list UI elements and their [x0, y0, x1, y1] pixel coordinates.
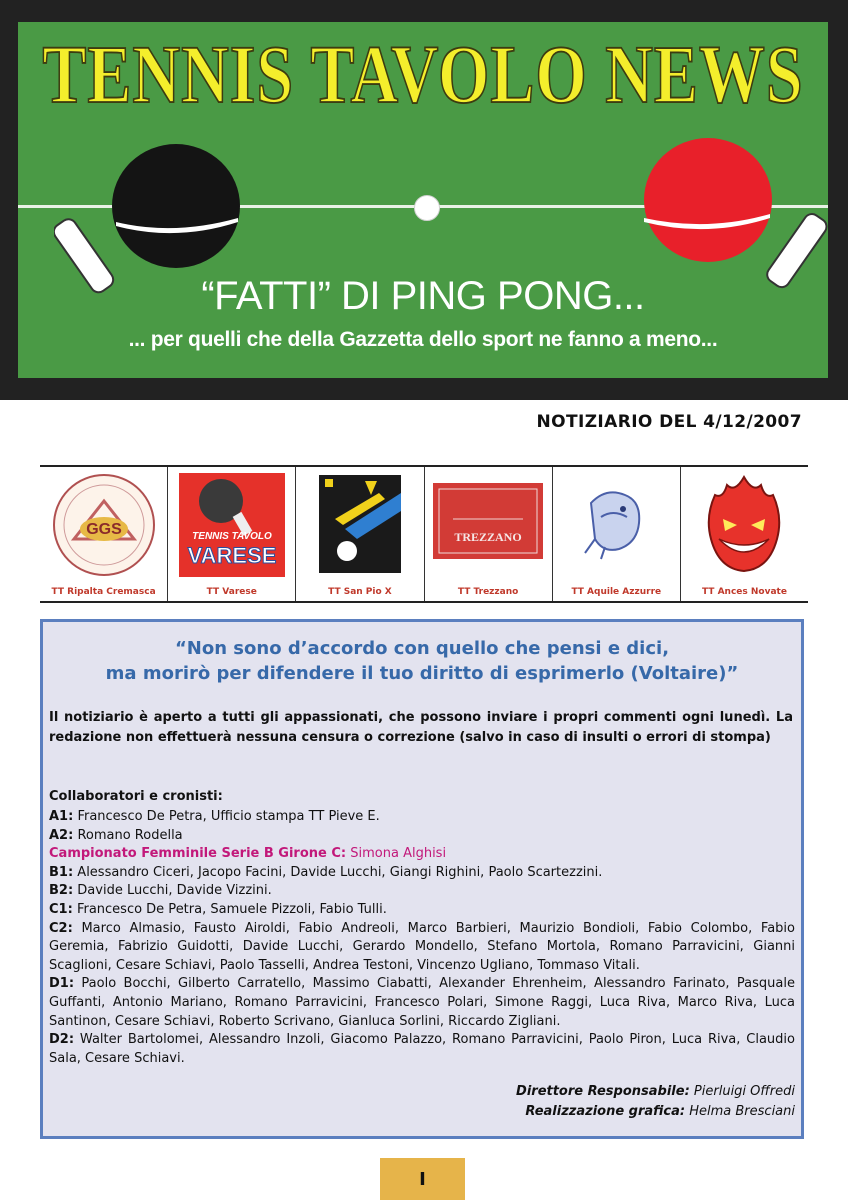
credit-row	[49, 920, 795, 976]
credit-row	[49, 901, 795, 920]
credit-row	[49, 808, 795, 827]
table-field	[18, 22, 828, 378]
club-name: TT Ances Novate	[701, 587, 787, 597]
club-varese	[167, 467, 295, 601]
club-ripalta-cremasca	[40, 467, 167, 601]
credit-names: Romano Rodella	[77, 827, 183, 843]
banner-subheadline: ... per quelli che della Gazzetta dello sport ne fanno a meno...	[128, 328, 718, 351]
flame-face-logo-icon	[689, 473, 799, 577]
credit-names: Francesco De Petra, Ufficio stampa TT Pieve E.	[77, 809, 380, 824]
graphics-name: Helma Bresciani	[689, 1104, 795, 1119]
header-banner	[0, 0, 848, 400]
credit-label: C1:	[49, 901, 73, 917]
svg-text:GGS: GGS	[85, 521, 122, 538]
credit-row	[49, 975, 795, 1031]
credit-label: A1:	[49, 809, 74, 824]
collaborators-list	[49, 808, 795, 1068]
credit-label: D1:	[49, 976, 75, 992]
info-box	[40, 619, 804, 1139]
newsletter-title: TENNIS TAVOLO NEWS	[42, 29, 804, 121]
credit-names: Alessandro Ciceri, Jacopo Facini, Davide Lucchi, Giangi Righini, Paolo Scartezzini.	[77, 864, 603, 880]
graphics-label: Realizzazione grafica:	[525, 1104, 686, 1119]
club-name: TT Ripalta Cremasca	[51, 587, 156, 597]
issue-date: NOTIZIARIO DEL 4/12/2007	[536, 412, 802, 432]
club-name: TT Trezzano	[457, 587, 519, 597]
quote-line-2: ma morirò per difendere il tuo diritto di esprimerlo (Voltaire)”	[105, 663, 739, 684]
credit-row	[49, 864, 795, 883]
club-logos-strip	[40, 465, 808, 603]
credit-names: Simona Alghisi	[350, 846, 447, 862]
graphics-line	[516, 1102, 795, 1122]
credit-label: Campionato Femminile Serie B Girone C:	[49, 846, 347, 862]
collaborators-heading: Collaboratori e cronisti:	[49, 789, 223, 804]
quote-line-1: “Non sono d’accordo con quello che pensi e dici,	[174, 638, 670, 659]
club-san-pio-x	[295, 467, 423, 601]
trezzano-logo-icon	[433, 473, 543, 577]
svg-text:VARESE: VARESE	[187, 543, 277, 568]
credit-label: D2:	[49, 1032, 75, 1048]
club-name: TT Varese	[206, 587, 257, 597]
staff-credits	[516, 1082, 795, 1122]
director-name: Pierluigi Offredi	[693, 1084, 795, 1099]
club-ances-novate	[680, 467, 808, 601]
ball-icon	[414, 195, 440, 221]
credit-names: Davide Lucchi, Davide Vizzini.	[77, 883, 272, 899]
credit-row	[49, 1031, 795, 1068]
club-name: TT Aquile Azzurre	[571, 587, 662, 597]
credit-label: C2:	[49, 920, 73, 936]
director-label: Direttore Responsabile:	[516, 1084, 690, 1099]
svg-text:TREZZANO: TREZZANO	[454, 530, 522, 544]
credit-row-womens-championship	[49, 845, 795, 864]
voltaire-quote	[43, 636, 801, 686]
credit-row	[49, 882, 795, 901]
san-pio-x-logo-icon	[305, 473, 415, 577]
credit-names: Walter Bartolomei, Alessandro Inzoli, Giacomo Palazzo, Romano Parravicini, Paolo Piron, Luca Riva, Claudio Sala, Cesare Schiavi.	[49, 1032, 795, 1066]
page-number: I	[380, 1158, 465, 1200]
credit-row	[49, 827, 795, 846]
credit-names: Paolo Bocchi, Gilberto Carratello, Massimo Ciabatti, Alexander Ehrenheim, Alessandro Farinato, Pasquale Guffanti, Antonio Mariano, Romano Parravicini, Francesco Polari, Simone Raggi, Luca Riva, Marco Riva, Luca Santinon, Cesare Schiavi, Roberto Scrivano, Gianluca Sorlini, Riccardo Zigliani.	[49, 976, 795, 1029]
banner-headline: “FATTI” DI PING PONG...	[201, 274, 645, 318]
varese-logo-icon	[177, 473, 287, 577]
credit-label: B1:	[49, 864, 74, 880]
svg-text:TENNIS TAVOLO: TENNIS TAVOLO	[191, 531, 272, 542]
credit-label: B2:	[49, 883, 74, 899]
club-trezzano	[424, 467, 552, 601]
eagle-logo-icon	[561, 473, 671, 577]
club-aquile-azzurre	[552, 467, 680, 601]
director-line	[516, 1082, 795, 1102]
credit-label: A2:	[49, 827, 74, 843]
red-paddle-icon	[628, 134, 828, 294]
ripalta-cremasca-logo-icon	[49, 473, 159, 577]
club-name: TT San Pio X	[328, 587, 392, 597]
intro-paragraph: Il notiziario è aperto a tutti gli appassionati, che possono inviare i propri commenti ogni lunedì. La redazione non effettuerà nessuna censura o correzione (salvo in caso di insulti o errori di stompa)	[49, 710, 793, 745]
credit-names: Marco Almasio, Fausto Airoldi, Fabio Andreoli, Marco Barbieri, Maurizio Bondioli, Fabio Colombo, Fabio Geremia, Fabrizio Guidotti, Davide Lucchi, Gerardo Mondello, Stefano Mortola, Romano Parravicini, Gianni Scaglioni, Cesare Schiavi, Paolo Tasselli, Andrea Testoni, Vincenzo Ugliano, Tommaso Vitali.	[49, 920, 795, 973]
credit-names: Francesco De Petra, Samuele Pizzoli, Fabio Tulli.	[76, 901, 387, 917]
